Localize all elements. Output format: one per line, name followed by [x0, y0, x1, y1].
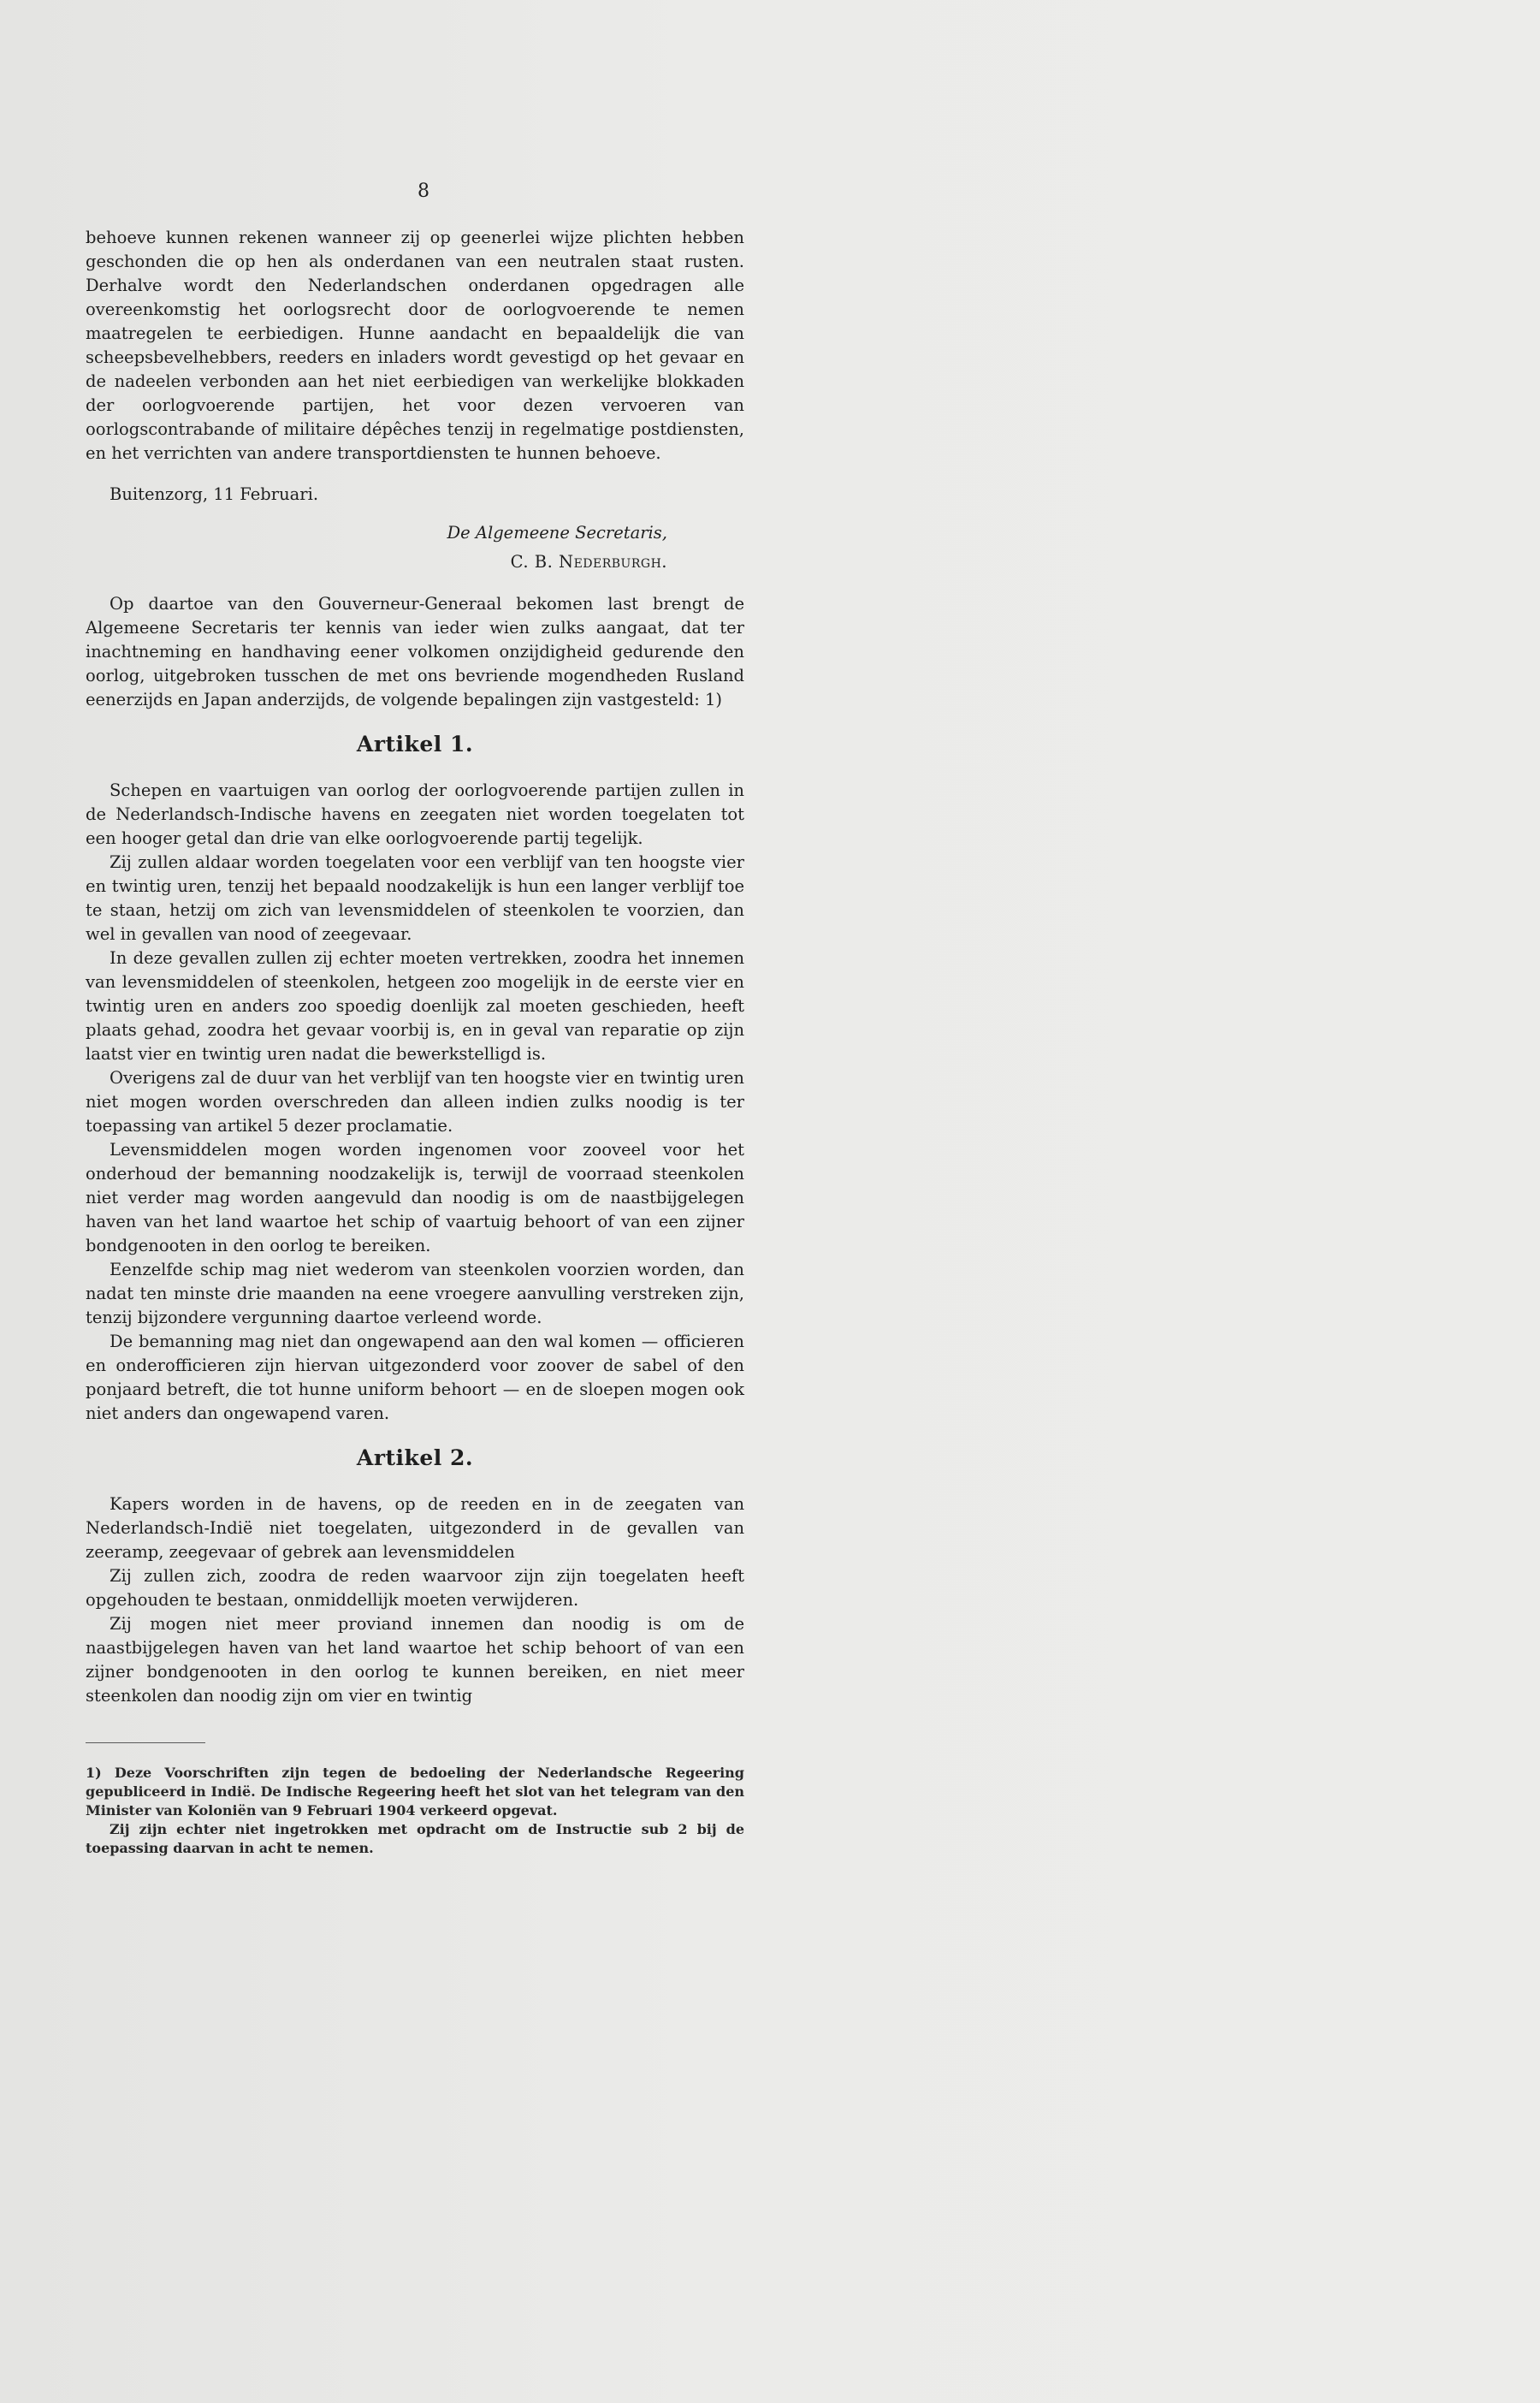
article-1-paragraph: De bemanning mag niet dan ongewapend aan den wal komen — officieren en onderofficieren zijn hiervan uitgezonderd voor zoover de sabel of den ponjaard betreft, die tot hunne uniform behoort — en de sloepen mogen ook niet anders dan ongewapend varen.	[86, 1332, 744, 1423]
article-2-paragraph: Zij zullen zich, zoodra de reden waarvoor zijn zijn toegelaten heeft opgehouden te bestaan, onmiddellijk moeten verwijderen.	[86, 1566, 744, 1610]
article-1-body	[86, 779, 744, 1426]
article-2-body	[86, 1492, 744, 1708]
footnotes	[86, 1764, 744, 1858]
opening-paragraph: behoeve kunnen rekenen wanneer zij op geenerlei wijze plichten hebben geschonden die op hen als onderdanen van een neutralen staat rusten. Derhalve wordt den Nederlandschen onderdanen opgedragen alle overeenkomstig het oorlogsrecht door de oorlogvoerende te nemen maatregelen te eerbiedigen. Hunne aandacht en bepaaldelijk die van scheepsbevelhebbers, reeders en inladers wordt gevestigd op het gevaar en de nadeelen verbonden aan het niet eerbiedigen van werkelijke blokkaden der oorlogvoerende partijen, het voor dezen vervoeren van oorlogscontrabande of militaire dépêches tenzij in regelmatige postdiensten, en het verrichten van andere transportdiensten te hunnen behoeve.	[86, 228, 744, 463]
article-2-paragraph: Kapers worden in de havens, op de reeden en in de zeegaten van Nederlandsch-Indië niet toegelaten, uitgezonderd in de gevallen van zeeramp, zeegevaar of gebrek aan levensmiddelen	[86, 1494, 744, 1562]
article-2-paragraph: Zij mogen niet meer proviand innemen dan noodig is om de naastbijgelegen haven van het land waartoe het schip behoort of van een zijner bondgenooten in den oorlog te kunnen bereiken, en niet meer steenkolen dan noodig zijn om vier en twintig	[86, 1614, 744, 1706]
signature-block	[86, 519, 744, 577]
dateline: Buitenzorg, 11 Februari.	[110, 484, 319, 504]
intro-paragraph: Op daartoe van den Gouverneur-Generaal bekomen last brengt de Algemeene Secretaris ter kennis van ieder wien zulks aangaat, dat ter inachtneming en handhaving eener volkomen onzijdigheid gedurende den oorlog, uitgebroken tusschen de met ons bevriende mogendheden Rusland eenerzijds en Japan anderzijds, de volgende bepalingen zijn vastgesteld: 1)	[86, 594, 744, 709]
footnote-divider	[86, 1742, 205, 1743]
signature-title: De Algemeene Secretaris,	[447, 523, 667, 543]
article-1-paragraph: Eenzelfde schip mag niet wederom van steenkolen voorzien worden, dan nadat ten minste drie maanden na eene vroegere aanvulling verstreken zijn, tenzij bijzondere vergunning daartoe verleend worde.	[86, 1260, 744, 1327]
article-1-paragraph: Overigens zal de duur van het verblijf van ten hoogste vier en twintig uren niet mogen worden overschreden dan alleen indien zulks noodig is ter toepassing van artikel 5 dezer proclamatie.	[86, 1068, 744, 1136]
article-1-heading: Artikel 1.	[356, 732, 474, 756]
article-2-heading: Artikel 2.	[356, 1445, 474, 1470]
signature-name: C. B. Nederburgh.	[510, 552, 667, 572]
article-1-paragraph: In deze gevallen zullen zij echter moeten vertrekken, zoodra het innemen van levensmiddelen of steenkolen, hetgeen zoo mogelijk in de eerste vier en twintig uren en anders zoo spoedig doenlijk zal moeten geschieden, heeft plaats gehad, zoodra het gevaar voorbij is, en in geval van reparatie op zijn laatst vier en twintig uren nadat die bewerkstelligd is.	[86, 948, 744, 1064]
article-1-paragraph: Schepen en vaartuigen van oorlog der oorlogvoerende partijen zullen in de Nederlandsch-Indische havens en zeegaten niet worden toegelaten tot een hooger getal dan drie van elke oorlogvoerende partij tegelijk.	[86, 780, 744, 848]
footnote: 1) Deze Voorschriften zijn tegen de bedoeling der Nederlandsche Regeering gepubliceerd in Indië. De Indische Regeering heeft het slot van het telegram van den Minister van Koloniën van 9 Februari 1904 verkeerd opgevat.	[86, 1765, 744, 1819]
article-1-paragraph: Zij zullen aldaar worden toegelaten voor een verblijf van ten hoogste vier en twintig uren, tenzij het bepaald noodzakelijk is hun een langer verblijf toe te staan, hetzij om zich van levensmiddelen of steenkolen te voorzien, dan wel in gevallen van nood of zeegevaar.	[86, 852, 744, 944]
text-column	[86, 180, 744, 1858]
article-1-paragraph: Levensmiddelen mogen worden ingenomen voor zooveel voor het onderhoud der bemanning noodzakelijk is, terwijl de voorraad steenkolen niet verder mag worden aangevuld dan noodig is om de naastbijgelegen haven van het land waartoe het schip of vaartuig behoort of van een zijner bondgenooten in den oorlog te bereiken.	[86, 1140, 744, 1255]
footnote: Zij zijn echter niet ingetrokken met opdracht om de Instructie sub 2 bij de toepassing daarvan in acht te nemen.	[86, 1821, 744, 1856]
page-number: 8	[418, 181, 429, 202]
